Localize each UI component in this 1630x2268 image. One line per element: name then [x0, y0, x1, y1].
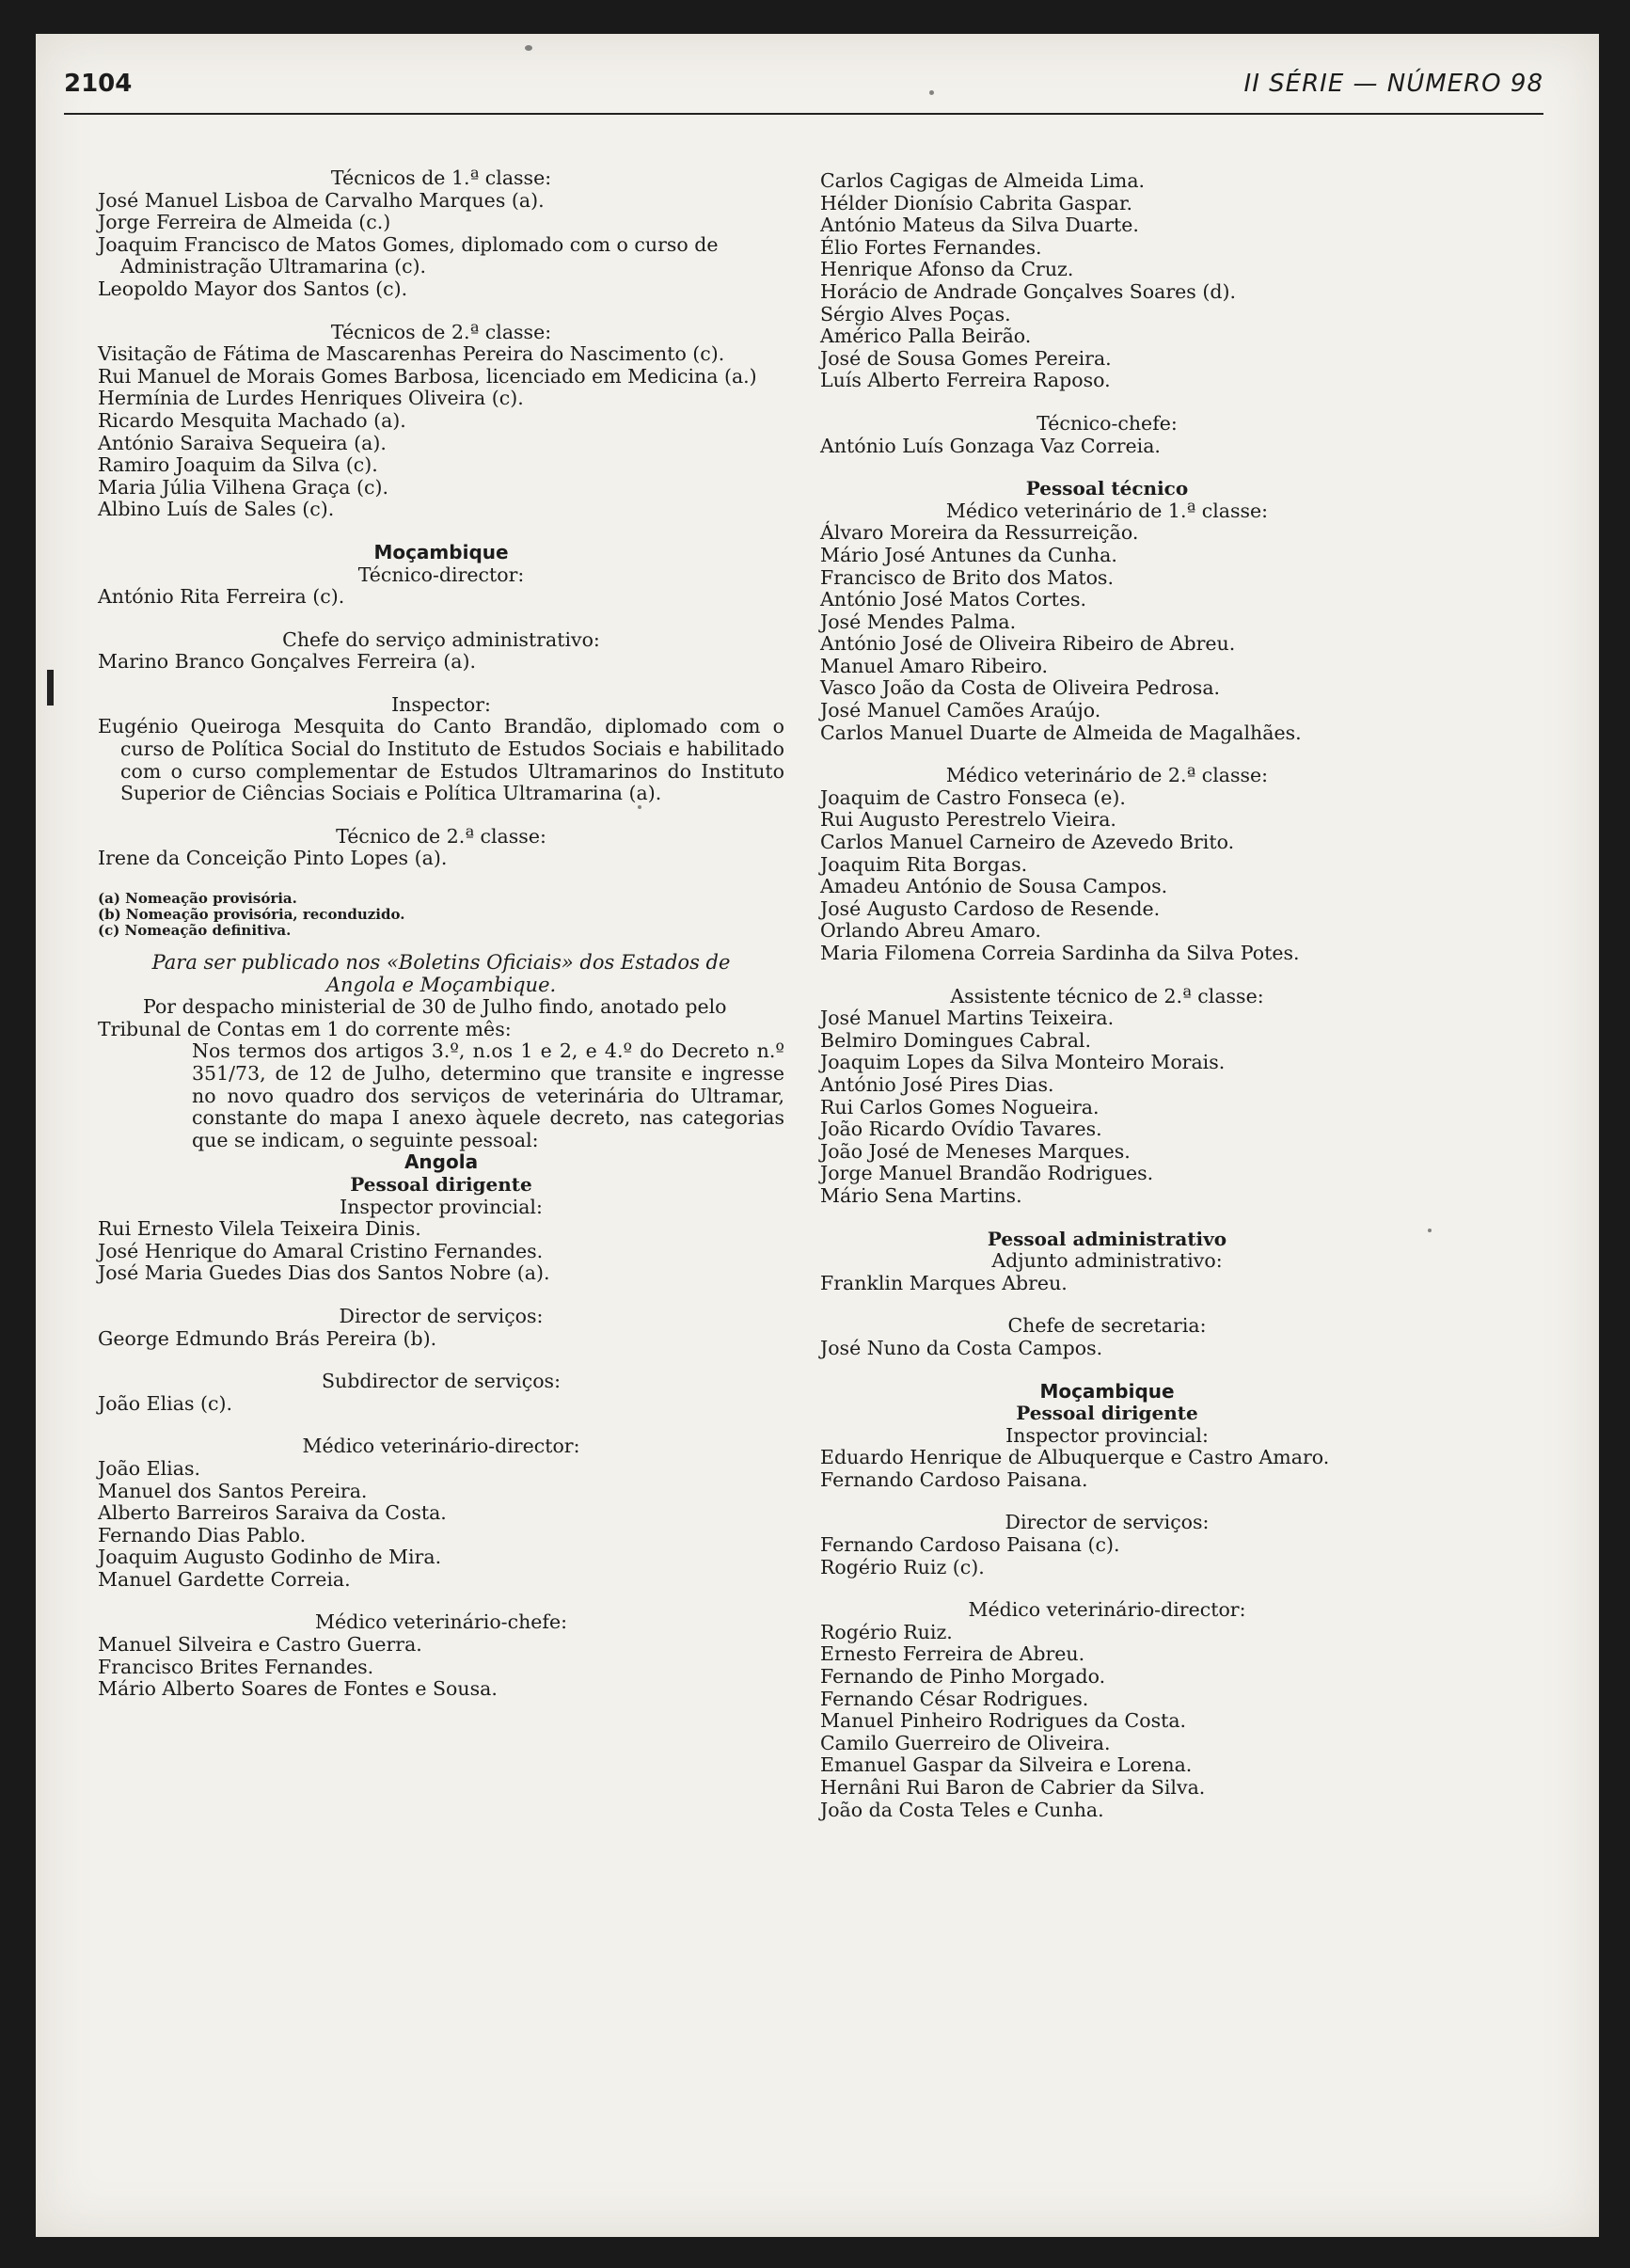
list-item: Mário Sena Martins. — [820, 1183, 1022, 1207]
list-item: Mário Alberto Soares de Fontes e Sousa. — [98, 1677, 498, 1701]
footnotes — [98, 891, 784, 939]
list-item: Fernando Dias Pablo. — [98, 1523, 307, 1546]
footnote: (a) Nomeação provisória. — [98, 890, 297, 908]
list-item: José de Sousa Gomes Pereira. — [820, 346, 1112, 370]
list-item: José Manuel Camões Araújo. — [820, 699, 1101, 722]
publication-note: Para ser publicado nos «Boletins Oficiais» dos Estados de Angola e Moçambique. — [151, 951, 731, 996]
category-heading: Médico veterinário-chefe: — [314, 1610, 568, 1634]
list-item: António José Pires Dias. — [820, 1072, 1054, 1096]
list-item: Manuel Amaro Ribeiro. — [820, 654, 1049, 677]
name-list — [98, 1634, 784, 1701]
list-item: Jorge Manuel Brandão Rodrigues. — [820, 1162, 1154, 1185]
list-item: Orlando Abreu Amaro. — [820, 919, 1041, 943]
list-item: Franklin Marques Abreu. — [820, 1271, 1068, 1294]
name-list — [98, 190, 784, 301]
despacho-paragraph: Por despacho ministerial de 30 de Julho findo, anotado pelo Tribunal de Contas em 1 do corrente mês: — [98, 995, 727, 1040]
list-item: Joaquim Lopes da Silva Monteiro Morais. — [820, 1051, 1226, 1074]
category-heading: Médico veterinário de 2.ª classe: — [945, 764, 1269, 787]
list-item: Rui Augusto Perestrelo Vieira. — [820, 808, 1116, 832]
list-item: António Saraiva Sequeira (a). — [98, 431, 387, 454]
list-item: Fernando Cardoso Paisana. — [820, 1467, 1088, 1491]
list-item: George Edmundo Brás Pereira (b). — [98, 1326, 437, 1350]
list-item: António Mateus da Silva Duarte. — [820, 214, 1139, 237]
ink-speck — [525, 45, 532, 51]
list-item: Irene da Conceição Pinto Lopes (a). — [98, 847, 448, 870]
name-list — [820, 436, 1394, 458]
category-heading: Director de serviços: — [1005, 1511, 1210, 1534]
list-item: António José de Oliveira Ribeiro de Abreu. — [820, 632, 1236, 656]
category-heading: Inspector provincial: — [340, 1195, 543, 1218]
list-item: Francisco Brites Fernandes. — [98, 1655, 374, 1678]
despacho-body — [98, 1040, 784, 1151]
section-subheading: Pessoal administrativo — [987, 1227, 1227, 1250]
list-item: José Mendes Palma. — [820, 610, 1017, 633]
name-list — [820, 1007, 1394, 1207]
list-item: Hélder Dionísio Cabrita Gaspar. — [820, 191, 1133, 214]
name-list — [820, 787, 1394, 965]
list-item: Amadeu António de Sousa Campos. — [820, 875, 1168, 898]
list-item: Fernando de Pinho Morgado. — [820, 1665, 1106, 1689]
section-subheading: Pessoal dirigente — [1016, 1402, 1198, 1425]
list-item: Hernâni Rui Baron de Cabrier da Silva. — [820, 1776, 1206, 1799]
footnote: (b) Nomeação provisória, reconduzido. — [98, 906, 405, 924]
list-item: Luís Alberto Ferreira Raposo. — [820, 369, 1111, 392]
list-item: José Henrique do Amaral Cristino Fernandes. — [98, 1239, 544, 1262]
category-heading: Médico veterinário-director: — [302, 1435, 580, 1458]
right-column — [820, 170, 1394, 1842]
list-item: Rui Ernesto Vilela Teixeira Dinis. — [98, 1217, 421, 1241]
list-item: Eugénio Queiroga Mesquita do Canto Brandão, diplomado com o curso de Política Social do Instituto de Estudos Sociais e habilitado com o curso complementar de Estudos Ultramarinos do Instituto Superior de Ciências Sociais e Política Ultramarina (a). — [98, 715, 784, 805]
list-item: Ricardo Mesquita Machado (a). — [98, 408, 406, 432]
list-item: João José de Meneses Marques. — [820, 1139, 1131, 1163]
list-item: Visitação de Fátima de Mascarenhas Pereira do Nascimento (c). — [98, 342, 725, 366]
list-item: João da Costa Teles e Cunha. — [820, 1798, 1104, 1821]
margin-ink-mark — [47, 670, 54, 706]
category-heading: Técnicos de 1.ª classe: — [330, 167, 552, 189]
category-heading: Director de serviços: — [339, 1304, 544, 1327]
ink-speck — [1428, 1229, 1432, 1232]
name-list — [98, 1458, 784, 1592]
category-heading: Chefe do serviço administrativo: — [282, 627, 600, 651]
name-list — [820, 1338, 1394, 1360]
list-item: Henrique Afonso da Cruz. — [820, 258, 1074, 281]
list-item: António Luís Gonzaga Vaz Correia. — [820, 434, 1161, 457]
name-list — [98, 1218, 784, 1285]
list-item: Joaquim Rita Borgas. — [820, 852, 1028, 876]
list-item: Jorge Ferreira de Almeida (c.) — [98, 211, 391, 234]
region-heading: Moçambique — [373, 540, 509, 563]
list-item: Élio Fortes Fernandes. — [820, 235, 1042, 259]
list-item: Maria Filomena Correia Sardinha da Silva Potes. — [820, 942, 1300, 964]
list-item: Fernando César Rodrigues. — [820, 1687, 1089, 1710]
category-heading: Subdirector de serviços: — [322, 1370, 561, 1393]
despacho-body-text: Nos termos dos artigos 3.º, n.os 1 e 2, e 4.º do Decreto n.º 351/73, de 12 de Julho, determino que transite e ingresse no novo quadro dos serviços de veterinária do Ultramar, constante do mapa I anexo àquele decreto, nas categorias que se indicam, o seguinte pessoal: — [192, 1039, 784, 1151]
list-item: Manuel Silveira e Castro Guerra. — [98, 1633, 422, 1657]
list-item: Hermínia de Lurdes Henriques Oliveira (c). — [98, 387, 524, 410]
region-heading: Angola — [404, 1150, 479, 1174]
list-item: Ramiro Joaquim da Silva (c). — [98, 453, 378, 477]
name-list — [820, 1447, 1394, 1491]
section-subheading: Pessoal técnico — [1025, 477, 1189, 500]
list-item: José Maria Guedes Dias dos Santos Nobre (a). — [98, 1261, 550, 1285]
name-list — [98, 716, 784, 804]
name-list — [820, 1273, 1394, 1295]
list-item: Américo Palla Beirão. — [820, 325, 1032, 348]
category-heading: Médico veterinário-director: — [968, 1598, 1246, 1622]
footnote: (c) Nomeação definitiva. — [98, 922, 292, 940]
list-item: Carlos Cagigas de Almeida Lima. — [820, 169, 1146, 192]
category-heading: Assistente técnico de 2.ª classe: — [950, 984, 1264, 1007]
list-item: Francisco de Brito dos Matos. — [820, 565, 1114, 589]
category-heading: Adjunto administrativo: — [991, 1249, 1223, 1273]
name-list — [820, 1534, 1394, 1578]
list-item: Marino Branco Gonçalves Ferreira (a). — [98, 650, 476, 674]
category-heading: Técnico de 2.ª classe: — [336, 824, 546, 848]
list-item: Joaquim Augusto Godinho de Mira. — [98, 1546, 442, 1569]
list-item: Carlos Manuel Duarte de Almeida de Magalhães. — [820, 721, 1302, 744]
category-heading: Técnicos de 2.ª classe: — [330, 320, 552, 343]
list-item: Ernesto Ferreira de Abreu. — [820, 1642, 1085, 1666]
list-item: João Ricardo Ovídio Tavares. — [820, 1118, 1102, 1141]
region-heading: Moçambique — [1039, 1379, 1175, 1403]
list-item: Horácio de Andrade Gonçalves Soares (d). — [820, 279, 1236, 303]
name-list — [820, 1622, 1394, 1821]
name-list — [98, 586, 784, 609]
category-heading: Chefe de secretaria: — [1007, 1314, 1207, 1338]
list-item: Leopoldo Mayor dos Santos (c). — [98, 277, 408, 300]
name-list — [820, 170, 1394, 392]
name-list — [98, 848, 784, 870]
name-list — [820, 522, 1394, 744]
list-item: António Rita Ferreira (c). — [98, 585, 345, 609]
list-item: José Nuno da Costa Campos. — [820, 1336, 1103, 1359]
category-heading: Inspector: — [391, 692, 491, 716]
category-heading: Inspector provincial: — [1005, 1423, 1209, 1447]
series-title: II SÉRIE — NÚMERO 98 — [1243, 70, 1543, 98]
name-list — [98, 343, 784, 521]
list-item: José Manuel Lisboa de Carvalho Marques (a). — [98, 188, 545, 212]
page-header — [64, 70, 1543, 115]
list-item: José Augusto Cardoso de Resende. — [820, 896, 1161, 920]
list-item: Rui Carlos Gomes Nogueira. — [820, 1095, 1100, 1118]
name-list — [98, 1328, 784, 1351]
list-item: Rogério Ruiz (c). — [820, 1555, 985, 1578]
page-number: 2104 — [64, 70, 133, 98]
list-item: Rogério Ruiz. — [820, 1620, 953, 1643]
list-item: Manuel Gardette Correia. — [98, 1567, 351, 1591]
category-heading: Técnico-director: — [357, 563, 525, 586]
list-item: Álvaro Moreira da Ressurreição. — [820, 521, 1139, 545]
list-item: Vasco João da Costa de Oliveira Pedrosa. — [820, 676, 1221, 700]
list-item: Mário José Antunes da Cunha. — [820, 543, 1117, 566]
left-column — [98, 167, 784, 1721]
category-heading: Médico veterinário de 1.ª classe: — [945, 499, 1269, 522]
list-item: Emanuel Gaspar da Silveira e Lorena. — [820, 1753, 1193, 1777]
list-item: Albino Luís de Sales (c). — [98, 498, 335, 521]
name-list — [98, 651, 784, 674]
list-item: João Elias. — [98, 1456, 200, 1480]
list-item: Belmiro Domingues Cabral. — [820, 1028, 1092, 1052]
name-list — [98, 1393, 784, 1416]
list-item: Sérgio Alves Poças. — [820, 302, 1011, 325]
list-item: Rui Manuel de Morais Gomes Barbosa, licenciado em Medicina (a.) — [98, 364, 757, 388]
list-item: José Manuel Martins Teixeira. — [820, 1007, 1115, 1030]
list-item: Carlos Manuel Carneiro de Azevedo Brito. — [820, 831, 1235, 854]
list-item: Camilo Guerreiro de Oliveira. — [820, 1731, 1111, 1754]
list-item: Manuel Pinheiro Rodrigues da Costa. — [820, 1709, 1187, 1733]
list-item: Eduardo Henrique de Albuquerque e Castro Amaro. — [820, 1446, 1330, 1469]
list-item: João Elias (c). — [98, 1391, 232, 1415]
list-item: Joaquim de Castro Fonseca (e). — [820, 785, 1126, 809]
list-item: Alberto Barreiros Saraiva da Costa. — [98, 1501, 447, 1525]
list-item: António José Matos Cortes. — [820, 588, 1086, 611]
list-item: Fernando Cardoso Paisana (c). — [820, 1533, 1120, 1557]
category-heading: Técnico-chefe: — [1037, 411, 1178, 435]
list-item: Manuel dos Santos Pereira. — [98, 1479, 368, 1502]
list-item: Joaquim Francisco de Matos Gomes, diplomado com o curso de Administração Ultramarina (c). — [98, 232, 719, 278]
list-item: Maria Júlia Vilhena Graça (c). — [98, 475, 389, 499]
section-subheading: Pessoal dirigente — [350, 1172, 532, 1196]
